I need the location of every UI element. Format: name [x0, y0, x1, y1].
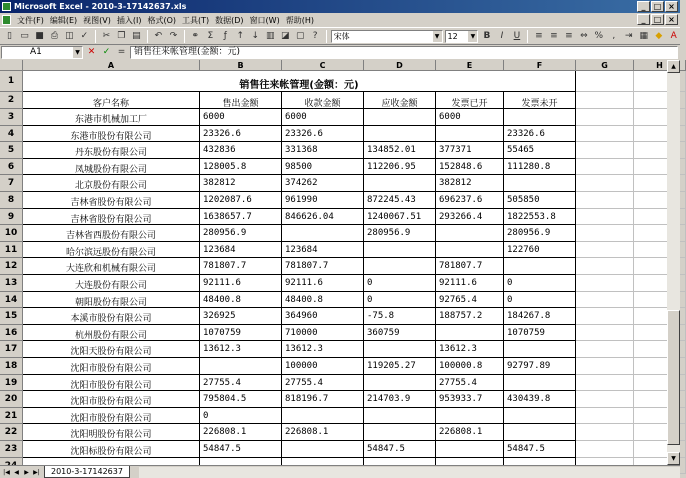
empty-cell[interactable]: [576, 292, 634, 309]
amount-cell[interactable]: [436, 225, 504, 242]
underline-button[interactable]: U: [513, 30, 521, 41]
chevron-down-icon: ▼: [468, 31, 477, 42]
font-size-value: 12: [447, 31, 458, 41]
amount-cell[interactable]: 123684: [282, 242, 364, 259]
align-center-icon[interactable]: ≡: [550, 30, 558, 41]
redo-icon[interactable]: ↷: [169, 30, 178, 41]
autosum-icon[interactable]: Σ: [207, 30, 214, 41]
amount-cell[interactable]: 6000: [436, 109, 504, 126]
row-header[interactable]: 12: [0, 258, 23, 275]
row-header[interactable]: 23: [0, 441, 23, 458]
amount-cell[interactable]: [436, 242, 504, 259]
row-header[interactable]: 6: [0, 159, 23, 176]
amount-cell[interactable]: 382812: [436, 175, 504, 192]
fill-color-icon[interactable]: ◆: [655, 30, 663, 41]
empty-cell[interactable]: [576, 325, 634, 342]
amount-cell[interactable]: 6000: [282, 109, 364, 126]
amount-cell[interactable]: [364, 109, 436, 126]
amount-cell[interactable]: 27755.4: [200, 375, 282, 392]
amount-cell[interactable]: [504, 375, 576, 392]
cancel-icon[interactable]: ✕: [87, 47, 96, 57]
amount-cell[interactable]: 953933.7: [436, 391, 504, 408]
customer-name-cell[interactable]: 沈阳明股份有限公司: [23, 424, 200, 441]
amount-cell[interactable]: 696237.6: [436, 192, 504, 209]
name-box[interactable]: [1, 46, 83, 59]
amount-cell[interactable]: [436, 325, 504, 342]
amount-cell[interactable]: 0: [364, 292, 436, 309]
amount-cell[interactable]: 326925: [200, 308, 282, 325]
amount-cell[interactable]: 430439.8: [504, 391, 576, 408]
doc-minimize-button[interactable]: _: [637, 14, 650, 25]
amount-cell[interactable]: [436, 441, 504, 458]
amount-cell[interactable]: 100000: [282, 358, 364, 375]
empty-cell[interactable]: [576, 142, 634, 159]
menu-help[interactable]: 帮助(H): [285, 15, 314, 25]
empty-cell[interactable]: [576, 192, 634, 209]
customer-name-cell[interactable]: 吉林省股份有限公司: [23, 192, 200, 209]
amount-cell[interactable]: 214703.9: [364, 391, 436, 408]
menu-window[interactable]: 窗口(W): [249, 15, 280, 25]
chart-icon[interactable]: ▥: [265, 30, 275, 41]
amount-cell[interactable]: 100000.8: [436, 358, 504, 375]
empty-cell[interactable]: [576, 126, 634, 143]
fx-label[interactable]: =: [117, 47, 126, 57]
amount-cell[interactable]: 123684: [200, 242, 282, 259]
column-header[interactable]: D: [364, 60, 436, 71]
menu-insert[interactable]: 插入(I): [116, 15, 142, 25]
amount-cell[interactable]: 27755.4: [436, 375, 504, 392]
hyperlink-icon[interactable]: ⚭: [191, 30, 200, 41]
merge-center-icon[interactable]: ⇔: [580, 30, 588, 41]
amount-cell[interactable]: 226808.1: [436, 424, 504, 441]
window-title: Microsoft Excel - 2010-3-17142637.xls: [14, 2, 187, 11]
empty-cell[interactable]: [576, 225, 634, 242]
amount-cell[interactable]: [364, 408, 436, 425]
empty-cell[interactable]: [576, 275, 634, 292]
formula-bar: [0, 45, 680, 60]
amount-cell[interactable]: 92111.6: [436, 275, 504, 292]
amount-cell[interactable]: [364, 341, 436, 358]
row-header[interactable]: 5: [0, 142, 23, 159]
amount-cell[interactable]: 1070759: [504, 325, 576, 342]
row-header[interactable]: 3: [0, 109, 23, 126]
amount-cell[interactable]: 846626.04: [282, 209, 364, 226]
amount-cell[interactable]: [504, 258, 576, 275]
row-header[interactable]: 9: [0, 209, 23, 226]
row-header[interactable]: 17: [0, 341, 23, 358]
new-icon[interactable]: ▯: [7, 30, 12, 41]
font-size-select[interactable]: [445, 30, 479, 43]
close-button[interactable]: ×: [665, 1, 678, 12]
indent-icon[interactable]: ⇥: [625, 30, 633, 41]
amount-cell[interactable]: 48400.8: [200, 292, 282, 309]
amount-cell[interactable]: 188757.2: [436, 308, 504, 325]
amount-cell[interactable]: 111280.8: [504, 159, 576, 176]
column-title-cell[interactable]: 收款金额: [282, 92, 364, 109]
column-header[interactable]: E: [436, 60, 504, 71]
sort-desc-icon[interactable]: ↓: [251, 30, 260, 41]
print-icon[interactable]: ⎙: [50, 30, 59, 41]
amount-cell[interactable]: 152848.6: [436, 159, 504, 176]
amount-cell[interactable]: 710000: [282, 325, 364, 342]
empty-cell[interactable]: [576, 308, 634, 325]
empty-cell[interactable]: [576, 375, 634, 392]
amount-cell[interactable]: 92765.4: [436, 292, 504, 309]
row-header[interactable]: 10: [0, 225, 23, 242]
row-header[interactable]: 18: [0, 358, 23, 375]
doc-restore-button[interactable]: □: [651, 14, 664, 25]
sheet-tab[interactable]: 2010-3-17142637: [44, 466, 130, 478]
row-header[interactable]: 14: [0, 292, 23, 309]
amount-cell[interactable]: 13612.3: [200, 341, 282, 358]
amount-cell[interactable]: 795804.5: [200, 391, 282, 408]
column-header[interactable]: C: [282, 60, 364, 71]
preview-icon[interactable]: ◫: [65, 30, 74, 41]
amount-cell[interactable]: 360759: [364, 325, 436, 342]
amount-cell[interactable]: 112206.95: [364, 159, 436, 176]
open-icon[interactable]: ▭: [20, 30, 29, 41]
amount-cell[interactable]: 818196.7: [282, 391, 364, 408]
customer-name-cell[interactable]: 沈阳标股份有限公司: [23, 441, 200, 458]
menu-file[interactable]: 文件(F): [17, 15, 44, 25]
customer-name-cell[interactable]: 东港市股份有限公司: [23, 126, 200, 143]
row-header[interactable]: 15: [0, 308, 23, 325]
menu-view[interactable]: 视图(V): [83, 15, 111, 25]
amount-cell[interactable]: 13612.3: [282, 341, 364, 358]
amount-cell[interactable]: [282, 225, 364, 242]
column-title-cell[interactable]: 发票已开: [436, 92, 504, 109]
row-header[interactable]: 22: [0, 424, 23, 441]
amount-cell[interactable]: 364960: [282, 308, 364, 325]
amount-cell[interactable]: [282, 441, 364, 458]
amount-cell[interactable]: 134852.01: [364, 142, 436, 159]
first-sheet-icon[interactable]: |◀: [3, 468, 10, 476]
amount-cell[interactable]: 13612.3: [436, 341, 504, 358]
column-header[interactable]: B: [200, 60, 282, 71]
amount-cell[interactable]: 184267.8: [504, 308, 576, 325]
amount-cell[interactable]: 6000: [200, 109, 282, 126]
amount-cell[interactable]: 781807.7: [200, 258, 282, 275]
amount-cell[interactable]: 293266.4: [436, 209, 504, 226]
column-title-cell[interactable]: 应收金额: [364, 92, 436, 109]
amount-cell[interactable]: [364, 175, 436, 192]
amount-cell[interactable]: 54847.5: [504, 441, 576, 458]
scroll-up-icon[interactable]: ▲: [667, 60, 680, 73]
amount-cell[interactable]: 280956.9: [364, 225, 436, 242]
customer-name-cell[interactable]: 东港市机械加工厂: [23, 109, 200, 126]
empty-cell[interactable]: [576, 424, 634, 441]
row-header[interactable]: 13: [0, 275, 23, 292]
row-header[interactable]: 20: [0, 391, 23, 408]
spreadsheet-grid[interactable]: [0, 60, 667, 465]
amount-cell[interactable]: [364, 242, 436, 259]
empty-cell[interactable]: [576, 408, 634, 425]
spelling-icon[interactable]: ✓: [80, 30, 89, 41]
amount-cell[interactable]: 122760: [504, 242, 576, 259]
empty-cell[interactable]: [576, 341, 634, 358]
title-bar: [0, 0, 680, 13]
amount-cell[interactable]: 119205.27: [364, 358, 436, 375]
customer-name-cell[interactable]: 丹东股份有限公司: [23, 142, 200, 159]
amount-cell[interactable]: 961990: [282, 192, 364, 209]
customer-name-cell[interactable]: 沈阳市股份有限公司: [23, 391, 200, 408]
empty-cell[interactable]: [576, 258, 634, 275]
empty-cell[interactable]: [576, 159, 634, 176]
amount-cell[interactable]: 92111.6: [282, 275, 364, 292]
amount-cell[interactable]: 505850: [504, 192, 576, 209]
help-icon[interactable]: ?: [312, 30, 318, 41]
amount-cell[interactable]: 781807.7: [282, 258, 364, 275]
name-box-value: A1: [30, 47, 42, 57]
row-header[interactable]: 8: [0, 192, 23, 209]
amount-cell[interactable]: [364, 424, 436, 441]
column-header[interactable]: H: [634, 60, 686, 71]
chevron-down-icon: ▼: [433, 31, 442, 42]
empty-cell[interactable]: [576, 358, 634, 375]
amount-cell[interactable]: 1070759: [200, 325, 282, 342]
amount-cell[interactable]: 1638657.7: [200, 209, 282, 226]
row-header[interactable]: 19: [0, 375, 23, 392]
amount-cell[interactable]: 48400.8: [282, 292, 364, 309]
row-header[interactable]: 7: [0, 175, 23, 192]
percent-icon[interactable]: %: [594, 30, 604, 41]
amount-cell[interactable]: 54847.5: [364, 441, 436, 458]
italic-button[interactable]: I: [500, 30, 504, 41]
cut-icon[interactable]: ✂: [102, 30, 111, 41]
menu-data[interactable]: 数据(D): [215, 15, 244, 25]
row-header[interactable]: 4: [0, 126, 23, 143]
last-sheet-icon[interactable]: ▶|: [33, 468, 40, 476]
column-title-cell[interactable]: 发票未开: [504, 92, 576, 109]
paste-icon[interactable]: ▤: [132, 30, 141, 41]
amount-cell[interactable]: 226808.1: [282, 424, 364, 441]
amount-cell[interactable]: 54847.5: [200, 441, 282, 458]
undo-icon[interactable]: ↶: [154, 30, 163, 41]
empty-cell[interactable]: [576, 242, 634, 259]
column-header[interactable]: A: [23, 60, 200, 71]
amount-cell[interactable]: [436, 126, 504, 143]
amount-cell[interactable]: 128005.8: [200, 159, 282, 176]
amount-cell[interactable]: 1240067.51: [364, 209, 436, 226]
comma-icon[interactable]: ,: [612, 30, 616, 41]
amount-cell[interactable]: 1822553.8: [504, 209, 576, 226]
customer-name-cell[interactable]: 哈尔滨远股份有限公司: [23, 242, 200, 259]
amount-cell[interactable]: 98500: [282, 159, 364, 176]
amount-cell[interactable]: [364, 258, 436, 275]
amount-cell[interactable]: 377371: [436, 142, 504, 159]
amount-cell[interactable]: [504, 109, 576, 126]
row-header[interactable]: 21: [0, 408, 23, 425]
row-header[interactable]: 1: [0, 71, 23, 92]
amount-cell[interactable]: [364, 126, 436, 143]
amount-cell[interactable]: [436, 408, 504, 425]
column-header[interactable]: G: [576, 60, 634, 71]
sheet-tab-bar: [0, 465, 680, 478]
customer-name-cell[interactable]: 沈阳市股份有限公司: [23, 375, 200, 392]
amount-cell[interactable]: [504, 408, 576, 425]
customer-name-cell[interactable]: 沈阳天股份有限公司: [23, 341, 200, 358]
amount-cell[interactable]: [200, 358, 282, 375]
amount-cell[interactable]: 92797.89: [504, 358, 576, 375]
align-right-icon[interactable]: ≡: [565, 30, 573, 41]
sort-asc-icon[interactable]: ↑: [236, 30, 245, 41]
minimize-button[interactable]: _: [637, 1, 650, 12]
amount-cell[interactable]: 27755.4: [282, 375, 364, 392]
row-header[interactable]: 2: [0, 92, 23, 109]
amount-cell[interactable]: [282, 408, 364, 425]
amount-cell[interactable]: 0: [504, 275, 576, 292]
amount-cell[interactable]: 382812: [200, 175, 282, 192]
amount-cell[interactable]: 781807.7: [436, 258, 504, 275]
next-sheet-icon[interactable]: ▶: [24, 468, 29, 476]
customer-name-cell[interactable]: 朝阳股份有限公司: [23, 292, 200, 309]
menu-edit[interactable]: 编辑(E): [49, 15, 78, 25]
amount-cell[interactable]: 92111.6: [200, 275, 282, 292]
maximize-button[interactable]: □: [651, 1, 664, 12]
amount-cell[interactable]: [504, 424, 576, 441]
customer-name-cell[interactable]: 吉林省股份有限公司: [23, 209, 200, 226]
menu-format[interactable]: 格式(O): [147, 15, 177, 25]
drawing-icon[interactable]: ◪: [280, 30, 290, 41]
formula-input[interactable]: 销售往来帐管理(金额：元): [130, 46, 678, 59]
bold-button[interactable]: B: [483, 30, 491, 41]
menu-tools[interactable]: 工具(T): [182, 15, 210, 25]
amount-cell[interactable]: 331368: [282, 142, 364, 159]
amount-cell[interactable]: [504, 175, 576, 192]
zoom-icon[interactable]: ▢: [295, 30, 305, 41]
column-header[interactable]: F: [504, 60, 576, 71]
amount-cell[interactable]: 432836: [200, 142, 282, 159]
amount-cell[interactable]: 23326.6: [504, 126, 576, 143]
amount-cell[interactable]: 23326.6: [282, 126, 364, 143]
scroll-thumb[interactable]: [667, 310, 680, 445]
select-all-corner[interactable]: [0, 60, 23, 71]
doc-close-button[interactable]: ×: [665, 14, 678, 25]
customer-name-cell[interactable]: 大连股份有限公司: [23, 275, 200, 292]
empty-cell[interactable]: [576, 175, 634, 192]
amount-cell[interactable]: 280956.9: [504, 225, 576, 242]
empty-cell[interactable]: [576, 209, 634, 226]
amount-cell[interactable]: 0: [504, 292, 576, 309]
sheet-title[interactable]: 销售往来帐管理(金额：元): [23, 71, 576, 92]
customer-name-cell[interactable]: 本溪市股份有限公司: [23, 308, 200, 325]
amount-cell[interactable]: 226808.1: [200, 424, 282, 441]
save-icon[interactable]: ■: [35, 30, 44, 41]
empty-cell[interactable]: [576, 71, 634, 92]
empty-cell[interactable]: [576, 109, 634, 126]
amount-cell[interactable]: 23326.6: [200, 126, 282, 143]
horizontal-scrollbar[interactable]: [139, 467, 680, 478]
amount-cell[interactable]: [364, 375, 436, 392]
customer-name-cell[interactable]: 大连欣和机械有限公司: [23, 258, 200, 275]
amount-cell[interactable]: -75.8: [364, 308, 436, 325]
amount-cell[interactable]: 280956.9: [200, 225, 282, 242]
toolbar: [0, 27, 680, 45]
borders-icon[interactable]: ▦: [639, 30, 649, 41]
font-color-icon[interactable]: A: [670, 30, 677, 41]
customer-name-cell[interactable]: 沈阳市股份有限公司: [23, 358, 200, 375]
amount-cell[interactable]: 0: [364, 275, 436, 292]
enter-icon[interactable]: ✓: [102, 47, 111, 57]
menu-bar: [0, 13, 680, 27]
vertical-scrollbar[interactable]: [667, 60, 680, 465]
chevron-down-icon: ▼: [73, 47, 82, 58]
excel-logo-icon: [2, 2, 11, 11]
workbook-icon[interactable]: [2, 15, 11, 25]
column-title-cell[interactable]: 客户名称: [23, 92, 200, 109]
customer-name-cell[interactable]: 沈阳市股份有限公司: [23, 408, 200, 425]
column-headers: [0, 60, 667, 71]
amount-cell[interactable]: 1202087.6: [200, 192, 282, 209]
amount-cell[interactable]: 872245.43: [364, 192, 436, 209]
customer-name-cell[interactable]: 凤城股份有限公司: [23, 159, 200, 176]
amount-cell[interactable]: 55465: [504, 142, 576, 159]
amount-cell[interactable]: [504, 341, 576, 358]
row-header[interactable]: 11: [0, 242, 23, 259]
customer-name-cell[interactable]: 杭州股份有限公司: [23, 325, 200, 342]
empty-cell[interactable]: [576, 92, 634, 109]
customer-name-cell[interactable]: 吉林省西股份有限公司: [23, 225, 200, 242]
scroll-down-icon[interactable]: ▼: [667, 452, 680, 465]
column-title-cell[interactable]: 售出金额: [200, 92, 282, 109]
empty-cell[interactable]: [576, 391, 634, 408]
amount-cell[interactable]: 374262: [282, 175, 364, 192]
copy-icon[interactable]: ❐: [117, 30, 126, 41]
align-left-icon[interactable]: ≡: [535, 30, 543, 41]
function-icon[interactable]: ƒ: [223, 30, 227, 41]
row-header[interactable]: 16: [0, 325, 23, 342]
font-name-value: 宋体: [333, 31, 350, 41]
prev-sheet-icon[interactable]: ◀: [14, 468, 19, 476]
empty-cell[interactable]: [576, 441, 634, 458]
font-name-select[interactable]: [331, 30, 443, 43]
amount-cell[interactable]: 0: [200, 408, 282, 425]
customer-name-cell[interactable]: 北京股份有限公司: [23, 175, 200, 192]
